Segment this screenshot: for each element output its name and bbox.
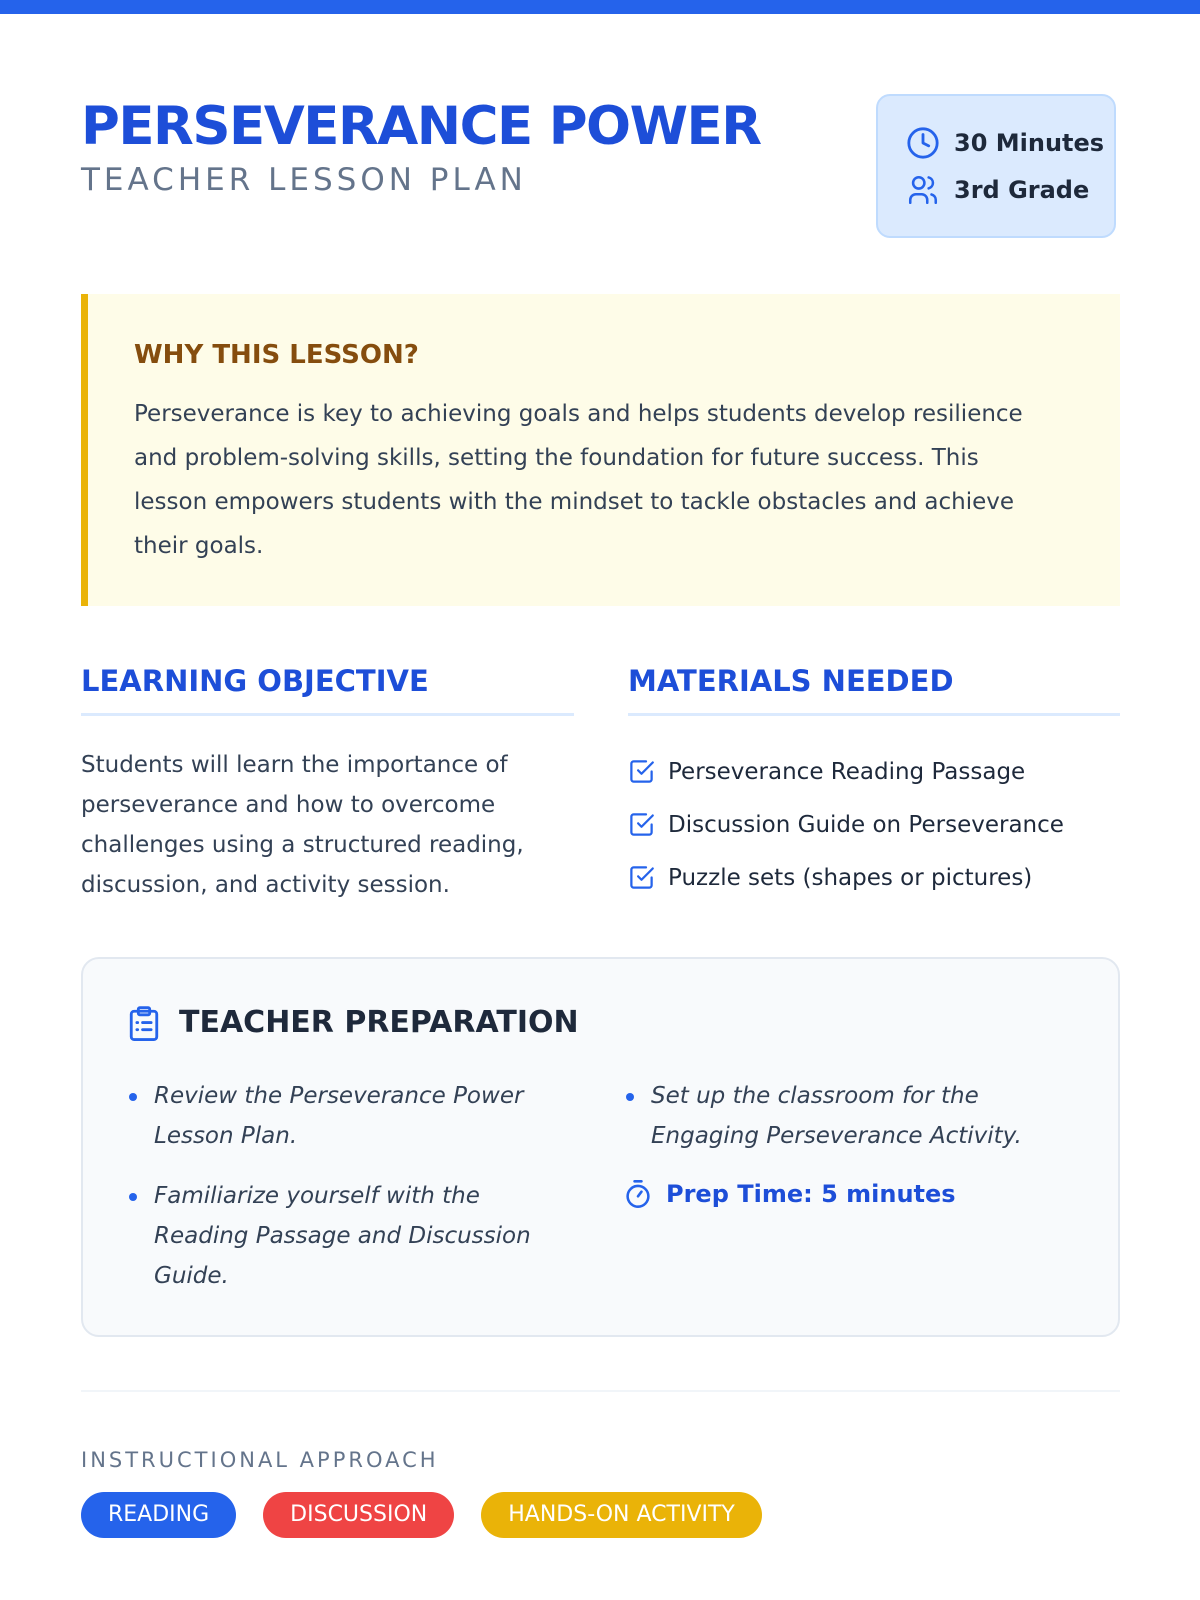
prep-time-text: Prep Time: 5 minutes <box>666 1180 956 1208</box>
materials-divider <box>628 713 1120 716</box>
bullet-dot <box>129 1193 137 1201</box>
clipboard-icon <box>127 1005 161 1043</box>
list-item <box>154 1176 574 1296</box>
material-label: Discussion Guide on Perseverance <box>668 811 1064 838</box>
duration-row <box>906 126 1104 160</box>
preparation-step: Set up the classroom for the Engaging Perseverance Activity. <box>651 1083 1022 1149</box>
preparation-title: TEACHER PREPARATION <box>179 1005 579 1040</box>
why-this-lesson-section <box>81 294 1120 606</box>
list-item <box>651 1076 1071 1156</box>
preparation-step: Familiarize yourself with the Reading Passage and Discussion Guide. <box>154 1183 531 1289</box>
grade-text: 3rd Grade <box>954 176 1090 204</box>
list-item <box>628 851 1064 904</box>
grade-row <box>906 173 1089 207</box>
section-divider <box>81 1390 1120 1392</box>
checkbox-icon <box>628 811 655 838</box>
lesson-plan-page <box>81 0 1120 1600</box>
list-item <box>628 798 1064 851</box>
objective-text: Students will learn the importance of perseverance and how to overcome challenges using a structured reading, discussion, and activity session. <box>81 752 524 898</box>
material-label: Puzzle sets (shapes or pictures) <box>668 864 1033 891</box>
list-item <box>154 1076 574 1156</box>
tag-discussion: DISCUSSION <box>263 1492 454 1538</box>
lesson-info-box <box>876 94 1116 238</box>
checkbox-icon <box>628 864 655 891</box>
objective-divider <box>81 713 574 716</box>
material-label: Perseverance Reading Passage <box>668 758 1026 785</box>
bullet-dot <box>129 1093 137 1101</box>
why-text: Perseverance is key to achieving goals and helps students develop resilience and problem-solving skills, setting the foundation for future success. This lesson empowers students with the mindset to tackle obstacles and achieve their goals. <box>134 401 1023 559</box>
tag-hands-on-activity: HANDS-ON ACTIVITY <box>481 1492 762 1538</box>
objective-heading: LEARNING OBJECTIVE <box>81 664 429 698</box>
duration-text: 30 Minutes <box>954 129 1105 157</box>
clock-icon <box>906 126 940 160</box>
tag-reading: READING <box>81 1492 236 1538</box>
prep-time <box>624 1179 956 1209</box>
materials-heading: MATERIALS NEEDED <box>628 664 954 698</box>
approach-tags <box>81 1492 762 1538</box>
users-icon <box>906 173 940 207</box>
approach-label: INSTRUCTIONAL APPROACH <box>81 1448 439 1472</box>
stopwatch-icon <box>624 1179 652 1209</box>
list-item <box>628 745 1064 798</box>
preparation-step: Review the Perseverance Power Lesson Plan. <box>154 1083 524 1149</box>
materials-list <box>628 745 1064 904</box>
checkbox-icon <box>628 758 655 785</box>
why-title: WHY THIS LESSON? <box>134 340 419 370</box>
bullet-dot <box>626 1093 634 1101</box>
page-title: PERSEVERANCE POWER <box>81 96 761 157</box>
teacher-preparation-card <box>81 957 1120 1337</box>
page-subtitle: TEACHER LESSON PLAN <box>81 162 527 198</box>
